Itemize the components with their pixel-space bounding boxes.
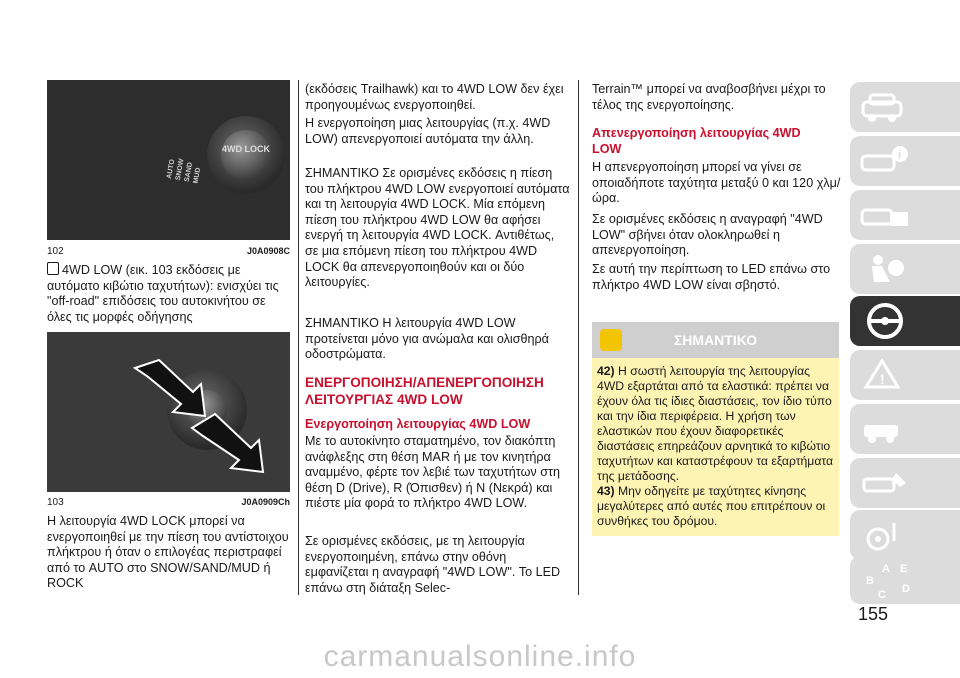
col1-paragraph-1: 4WD LOW (εικ. 103 εκδόσεις με αυτόματο κιβώτιο ταχυτήτων): ενισχύει τις "off-road" επιδόσεις του αυτοκινήτου σε όλες τις μορφές οδήγησης: [47, 263, 279, 324]
section-heading: ΕΝΕΡΓΟΠΟΙΗΣΗ/ΑΠΕΝΕΡΓΟΠΟΙΗΣΗ ΛΕΙΤΟΥΡΓΙΑΣ 4WD LOW: [305, 375, 544, 407]
tab-technical-data[interactable]: [850, 510, 960, 560]
arrow-icon: [47, 332, 290, 492]
tab-warning-lights[interactable]: [850, 350, 960, 400]
index-letter-c: C: [878, 589, 886, 601]
note-title: ΣΗΜΑΝΤΙΚΟ: [673, 332, 758, 348]
car-info-icon: [860, 144, 910, 178]
car-dashboard-icon: [860, 90, 904, 124]
figure-102-caption: [47, 246, 290, 257]
col2-important-2: ΣΗΜΑΝΤΙΚΟ Η λειτουργία 4WD LOW προτείνεται μόνο για ανώμαλα και ολισθηρά οδοστρώματα.: [305, 316, 549, 362]
figure-102-photo: [47, 80, 290, 240]
tab-airbag[interactable]: [850, 244, 960, 294]
index-letter-e: E: [900, 563, 908, 575]
figure-103-caption: [47, 497, 290, 508]
col2-paragraph-activation: Με το αυτοκίνητο σταματημένο, τον διακόπτη ανάφλεξης στη θέση MAR ή με τον κινητήρα αναμμένο, φέρτε τον λεβιέ των ταχυτήτων στη θέση D (Drive), R (Όπισθεν) ή N (Νεκρά) και πιέστε μία φορά το πλήκτρο 4WD LOW.: [305, 434, 560, 511]
4wd-lock-knob: [221, 130, 271, 180]
warning-car-icon: [600, 329, 622, 351]
svg-text:!: !: [880, 371, 885, 387]
4wd-lock-label: 4WD LOCK: [222, 144, 270, 154]
tow-truck-icon: [860, 411, 910, 447]
figure-code: J0A0909Ch: [241, 497, 290, 507]
index-letter-d: D: [902, 583, 910, 595]
note-item-42: 42) Η σωστή λειτουργία της λειτουργίας 4WD εξαρτάται από τα ελαστικά: πρέπει να έχουν όλα τις ίδιες διαστάσεις, τον ίδιο τύπο και την ίδια περιφέρεια. Η χρήση των ελαστικών που έχουν διαφορετικές διαστάσεις επηρεάζουν αρνητικά το κιβώτιο ταχυτήτων και καταστρέφουν τα εξαρτήματα της μετάδοσης.: [597, 364, 834, 483]
col1-paragraph-2: Η λειτουργία 4WD LOCK μπορεί να ενεργοποιηθεί με την πίεση του αντίστοιχου πλήκτρου ή όταν ο επιλογέας περιστραφεί από το AUTO στο SNOW/SAND/MUD ή ROCK: [47, 514, 289, 591]
index-letter-a: A: [882, 563, 890, 575]
tab-starting-driving[interactable]: [850, 296, 960, 346]
svg-text:i: i: [898, 149, 902, 161]
music-phone-icon: [860, 517, 910, 553]
col2-paragraph-display: Σε ορισμένες εκδόσεις, με τη λειτουργία ενεργοποιημένη, επάνω στην οθόνη εμφανίζεται η αναγραφή "4WD LOW". Το LED επάνω στη διάταξη Selec-: [305, 534, 561, 595]
tab-maintenance[interactable]: [850, 458, 960, 508]
subsection-heading-activation: Ενεργοποίηση λειτουργίας 4WD LOW: [305, 417, 531, 431]
tab-safety[interactable]: [850, 190, 960, 240]
steering-wheel-icon: [860, 301, 910, 341]
col3-paragraph-3: Σε ορισμένες εκδόσεις η αναγραφή "4WD LOW" σβήνει όταν ολοκληρωθεί η απενεργοποίηση.: [592, 212, 823, 258]
col2-paragraph-2: Η ενεργοποίηση μιας λειτουργίας (π.χ. 4WD LOW) απενεργοποιεί αυτόματα την άλλη.: [305, 116, 551, 146]
col2-paragraph-1: (εκδόσεις Trailhawk) και το 4WD LOW δεν έχει προηγουμένως ενεργοποιηθεί.: [305, 82, 564, 112]
important-note-header: [592, 322, 839, 358]
figure-number: 103: [47, 497, 64, 508]
watermark: carmanualsonline.info: [323, 640, 637, 673]
tab-instrument-panel[interactable]: [850, 136, 960, 186]
tab-vehicle-overview[interactable]: [850, 82, 960, 132]
important-note-body: [592, 358, 839, 536]
car-mail-icon: [860, 198, 910, 232]
figure-103-photo: [47, 332, 290, 492]
hand-icon: [47, 262, 59, 275]
index-letter-b: B: [866, 575, 874, 587]
alphabet-index-icon: [860, 558, 920, 602]
column-divider: [298, 80, 299, 595]
col3-paragraph-4: Σε αυτή την περίπτωση το LED επάνω στο πλήκτρο 4WD LOW είναι σβηστό.: [592, 262, 831, 292]
tab-index[interactable]: [850, 556, 960, 604]
col3-paragraph-2: Η απενεργοποίηση μπορεί να γίνει σε οποιαδήποτε ταχύτητα μεταξύ 0 και 120 χλμ/ώρα.: [592, 160, 841, 206]
col2-important-1: ΣΗΜΑΝΤΙΚΟ Σε ορισμένες εκδόσεις η πίεση του πλήκτρου 4WD LOW ενεργοποιεί αυτόματα και τη λειτουργία 4WD LOCK. Μία επόμενη πίεση του πλήκτρου 4WD LOW θα αφήσει ενεργή τη λειτουργία 4WD LOCK. Αντιθέτως, σε μια επόμενη πίεση του πλήκτρου 4WD LOCK θα απενεργοποιηθούν και οι δύο λειτουργίες.: [305, 166, 570, 290]
warning-triangle-icon: [860, 357, 910, 393]
car-service-icon: [860, 465, 910, 501]
seat-airbag-icon: [860, 252, 910, 286]
subsection-heading-deactivation: Απενεργοποίηση λειτουργίας 4WD LOW: [592, 126, 801, 156]
column-divider: [578, 80, 579, 595]
tab-emergency[interactable]: [850, 404, 960, 454]
terrain-mode-labels: AUTO SNOW SAND MUD: [165, 158, 203, 185]
note-item-43: 43) Μην οδηγείτε με ταχύτητες κίνησης μεγαλύτερες από αυτές που επιτρέπουν οι συνθήκες του δρόμου.: [597, 484, 826, 528]
page-number: 155: [858, 604, 889, 624]
figure-code: J0A0908C: [246, 246, 290, 256]
col3-paragraph-1: Terrain™ μπορεί να αναβοσβήνει μέχρι το τέλος της ενεργοποίησης.: [592, 82, 826, 112]
figure-number: 102: [47, 246, 64, 257]
